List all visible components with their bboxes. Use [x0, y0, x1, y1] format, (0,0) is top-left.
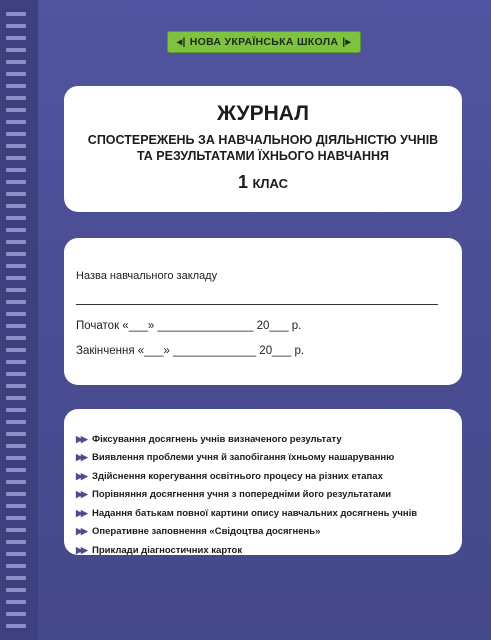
- grade-label: [64, 172, 462, 193]
- binding-mark: [6, 552, 26, 556]
- double-arrow-icon: ▶▶: [76, 507, 86, 518]
- binding-mark: [6, 276, 26, 280]
- feature-text: Здійснення корегування освітнього процесу на різних етапах: [92, 470, 383, 482]
- binding-mark: [6, 204, 26, 208]
- binding-spine: [0, 0, 38, 640]
- school-name-line: [76, 304, 438, 305]
- binding-mark: [6, 384, 26, 388]
- binding-mark: [6, 108, 26, 112]
- binding-mark: [6, 264, 26, 268]
- features-list: [76, 430, 417, 560]
- feature-item: [76, 449, 417, 468]
- binding-mark: [6, 84, 26, 88]
- binding-mark: [6, 444, 26, 448]
- binding-mark: [6, 300, 26, 304]
- binding-mark: [6, 372, 26, 376]
- feature-item: [76, 523, 417, 542]
- binding-mark: [6, 480, 26, 484]
- binding-mark: [6, 576, 26, 580]
- start-date-row: Початок «___» _______________ 20___ р.: [76, 320, 302, 332]
- feature-item: [76, 430, 417, 449]
- binding-mark: [6, 12, 26, 16]
- binding-mark: [6, 240, 26, 244]
- binding-mark: [6, 192, 26, 196]
- badge-text: НОВА УКРАЇНСЬКА ШКОЛА: [189, 36, 339, 48]
- binding-mark: [6, 156, 26, 160]
- journal-subtitle: [64, 132, 462, 164]
- binding-mark: [6, 336, 26, 340]
- binding-mark: [6, 612, 26, 616]
- title-panel: [64, 86, 462, 212]
- subtitle-line-1: СПОСТЕРЕЖЕНЬ ЗА НАВЧАЛЬНОЮ ДІЯЛЬНІСТЮ УЧНІВ: [87, 133, 439, 147]
- feature-text: Оперативне заповнення «Свідоцтва досягнень»: [92, 526, 321, 538]
- double-arrow-icon: ▶▶: [76, 433, 86, 444]
- double-arrow-icon: ▶▶: [76, 526, 86, 537]
- binding-mark: [6, 492, 26, 496]
- grade-word: КЛАС: [252, 176, 288, 191]
- feature-item: [76, 486, 417, 505]
- binding-mark: [6, 588, 26, 592]
- binding-mark: [6, 228, 26, 232]
- binding-mark: [6, 180, 26, 184]
- feature-text: Приклади діагностичних карток: [92, 544, 243, 556]
- binding-mark: [6, 564, 26, 568]
- series-badge: [167, 31, 361, 53]
- binding-mark: [6, 288, 26, 292]
- binding-mark: [6, 120, 26, 124]
- binding-mark: [6, 600, 26, 604]
- double-arrow-icon: ▶▶: [76, 470, 86, 481]
- binding-mark: [6, 324, 26, 328]
- binding-mark: [6, 504, 26, 508]
- binding-mark: [6, 456, 26, 460]
- binding-mark: [6, 216, 26, 220]
- end-date-row: Закінчення «___» _____________ 20___ р.: [76, 345, 305, 357]
- binding-mark: [6, 144, 26, 148]
- binding-mark: [6, 348, 26, 352]
- binding-mark: [6, 360, 26, 364]
- binding-mark: [6, 96, 26, 100]
- subtitle-line-2: ТА РЕЗУЛЬТАТАМИ ЇХНЬОГО НАВЧАННЯ: [136, 149, 390, 163]
- feature-text: Порівняння досягнення учня з попередніми його результатами: [92, 489, 392, 501]
- badge-right-mark: |▸: [342, 36, 352, 48]
- binding-mark: [6, 48, 26, 52]
- binding-mark: [6, 24, 26, 28]
- binding-mark: [6, 312, 26, 316]
- binding-mark: [6, 396, 26, 400]
- feature-text: Фіксування досягнень учнів визначеного результату: [92, 433, 342, 445]
- binding-mark: [6, 72, 26, 76]
- binding-mark: [6, 540, 26, 544]
- feature-item: [76, 504, 417, 523]
- binding-mark: [6, 60, 26, 64]
- binding-mark: [6, 468, 26, 472]
- binding-mark: [6, 132, 26, 136]
- binding-mark: [6, 408, 26, 412]
- binding-mark: [6, 624, 26, 628]
- double-arrow-icon: ▶▶: [76, 452, 86, 463]
- feature-text: Надання батькам повної картини опису навчальних досягнень учнів: [92, 507, 418, 519]
- binding-mark: [6, 168, 26, 172]
- double-arrow-icon: ▶▶: [76, 544, 86, 555]
- feature-item: [76, 467, 417, 486]
- binding-mark: [6, 36, 26, 40]
- binding-mark: [6, 252, 26, 256]
- badge-left-mark: ◂|: [176, 36, 186, 48]
- binding-mark: [6, 516, 26, 520]
- features-panel: [64, 409, 462, 555]
- binding-mark: [6, 420, 26, 424]
- binding-mark: [6, 432, 26, 436]
- binding-mark: [6, 528, 26, 532]
- feature-item: [76, 541, 417, 560]
- feature-text: Виявлення проблеми учня й запобігання їхньому нашаруванню: [92, 452, 395, 464]
- school-name-label: Назва навчального закладу: [76, 270, 218, 282]
- journal-title: ЖУРНАЛ: [217, 102, 309, 125]
- double-arrow-icon: ▶▶: [76, 489, 86, 500]
- info-panel: [64, 238, 462, 385]
- grade-number: 1: [238, 172, 249, 192]
